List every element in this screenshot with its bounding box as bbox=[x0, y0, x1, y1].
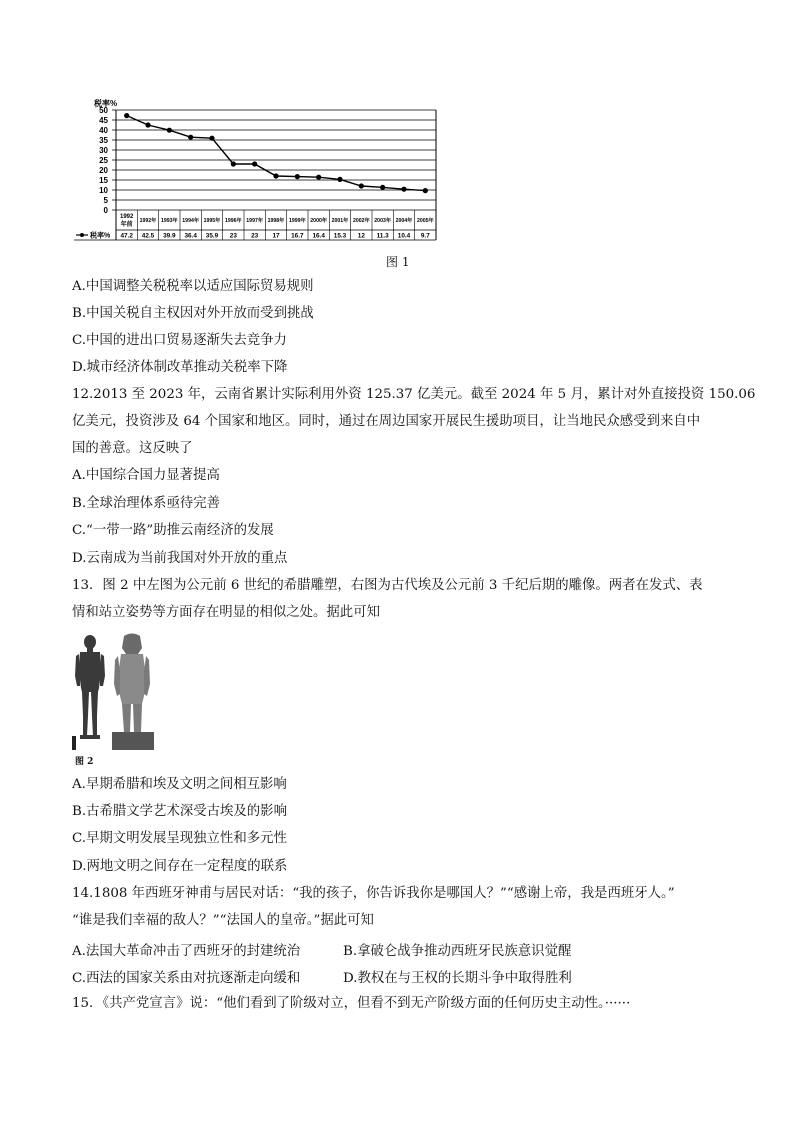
data-point bbox=[401, 187, 406, 192]
x-tick-label: 1997年 bbox=[246, 218, 264, 224]
data-label: 16.4 bbox=[312, 232, 325, 240]
data-label: 9.7 bbox=[420, 232, 430, 240]
data-label: 12 bbox=[357, 232, 365, 240]
x-tick-label: 2002年 bbox=[352, 218, 370, 224]
x-tick-label: 1994年 bbox=[182, 218, 200, 224]
x-tick-label: 1998年 bbox=[267, 218, 285, 224]
y-tick-label: 30 bbox=[99, 145, 108, 155]
legend-label: 税率% bbox=[90, 232, 111, 240]
data-point bbox=[188, 135, 193, 140]
q14-stem-line1: 14.1808 年西班牙神甫与居民对话：“我的孩子，你告诉我你是哪国人？”“感谢上帝，我是西班牙人。” bbox=[72, 886, 675, 901]
series-line bbox=[127, 116, 426, 191]
data-label: 10.4 bbox=[397, 232, 411, 240]
y-tick-label: 20 bbox=[99, 165, 108, 175]
y-axis-label: 税率% bbox=[94, 99, 118, 108]
x-tick-label: 2004年 bbox=[395, 218, 413, 224]
data-point bbox=[167, 128, 172, 133]
data-point bbox=[124, 113, 129, 118]
data-label: 39.9 bbox=[163, 232, 176, 240]
legend-marker bbox=[80, 233, 84, 237]
data-point bbox=[423, 188, 428, 193]
statues-figure bbox=[72, 632, 158, 750]
q13-stem-line1: 13．图 2 中左图为公元前 6 世纪的希腊雕塑，右图为古代埃及公元前 3 千纪后期的雕像。两者在发式、表 bbox=[72, 578, 703, 593]
data-point bbox=[380, 185, 385, 190]
y-tick-label: 40 bbox=[99, 125, 108, 135]
q14-option-d: D.教权在与王权的长期斗争中取得胜利 bbox=[343, 971, 572, 986]
data-label: 23 bbox=[251, 232, 259, 240]
data-point bbox=[359, 183, 364, 188]
x-tick-label: 1992年 bbox=[139, 218, 157, 224]
y-tick-label: 25 bbox=[99, 155, 108, 165]
x-tick-label: 1996年 bbox=[224, 218, 242, 224]
q14-option-c: C.西法的国家关系由对抗逐渐走向缓和 bbox=[72, 971, 301, 986]
left-figure-base bbox=[72, 736, 76, 750]
figure1-caption: 图 1 bbox=[386, 255, 410, 269]
data-label: 17 bbox=[272, 232, 280, 240]
data-label: 11.3 bbox=[376, 232, 389, 240]
data-label: 36.4 bbox=[184, 232, 197, 240]
q13-option-c: C.早期文明发展呈现独立性和多元性 bbox=[72, 831, 287, 846]
q14-option-a: A.法国大革命冲击了西班牙的封建统治 bbox=[72, 944, 301, 959]
q12-stem-line3: 国的善意。这反映了 bbox=[72, 441, 193, 456]
data-label: 47.2 bbox=[120, 232, 133, 240]
data-point bbox=[231, 161, 236, 166]
x-tick-label: 1992 bbox=[119, 214, 134, 220]
y-tick-label: 10 bbox=[99, 185, 108, 195]
data-label: 16.7 bbox=[291, 232, 304, 240]
data-point bbox=[252, 161, 257, 166]
q11-option-b: B.中国关税自主权因对外开放而受到挑战 bbox=[72, 306, 314, 321]
q15-stem-line1: 15．《共产党宣言》说：“他们看到了阶级对立，但看不到无产阶级方面的任何历史主动性。······ bbox=[72, 996, 631, 1011]
y-tick-label: 50 bbox=[99, 105, 108, 115]
data-point bbox=[337, 177, 342, 182]
data-label: 42.5 bbox=[141, 232, 155, 240]
data-point bbox=[295, 174, 300, 179]
data-label: 23 bbox=[229, 232, 237, 240]
q11-option-c: C.中国的进出口贸易逐渐失去竞争力 bbox=[72, 333, 287, 348]
x-tick-label: 1999年 bbox=[288, 218, 306, 224]
tariff-chart-svg bbox=[70, 96, 442, 244]
y-tick-label: 15 bbox=[99, 175, 108, 185]
x-tick-label: 2003年 bbox=[374, 218, 392, 224]
q13-stem-line2: 情和站立姿势等方面存在明显的相似之处。据此可知 bbox=[72, 605, 380, 620]
q12-stem-line1: 12.2013 至 2023 年，云南省累计实际利用外资 125.37 亿美元。截至 2024 年 5 月，累计对外直接投资 150.06 bbox=[72, 387, 756, 402]
x-tick-label: 1993年 bbox=[160, 218, 178, 224]
q14-stem-line2: “谁是我们幸福的敌人？”“法国人的皇帝。”据此可知 bbox=[72, 913, 374, 928]
y-tick-label: 45 bbox=[99, 115, 108, 125]
x-tick-label: 2005年 bbox=[416, 218, 434, 224]
figure2-caption: 图 2 bbox=[75, 757, 94, 767]
data-point bbox=[145, 122, 150, 127]
greek-kouros-statue bbox=[75, 635, 105, 739]
x-tick-label: 年前 bbox=[120, 222, 133, 228]
data-point bbox=[209, 136, 214, 141]
data-label: 35.9 bbox=[205, 232, 219, 240]
egyptian-statue bbox=[112, 634, 154, 751]
q14-option-b: B.拿破仑战争推动西班牙民族意识觉醒 bbox=[343, 944, 572, 959]
q11-option-d: D.城市经济体制改革推动关税率下降 bbox=[72, 360, 288, 375]
tariff-rate-chart bbox=[70, 96, 442, 244]
q12-option-d: D.云南成为当前我国对外开放的重点 bbox=[72, 551, 288, 566]
data-point bbox=[316, 175, 321, 180]
data-point bbox=[273, 173, 278, 178]
x-tick-label: 2000年 bbox=[310, 218, 328, 224]
data-label: 15.3 bbox=[333, 232, 347, 240]
q13-option-d: D.两地文明之间存在一定程度的联系 bbox=[72, 859, 288, 874]
q11-option-a: A.中国调整关税税率以适应国际贸易规则 bbox=[72, 279, 314, 294]
y-tick-label: 0 bbox=[103, 205, 108, 215]
q12-option-c: C.“一带一路”助推云南经济的发展 bbox=[72, 523, 274, 538]
q13-option-b: B.古希腊文学艺术深受古埃及的影响 bbox=[72, 804, 287, 819]
x-tick-label: 1995年 bbox=[203, 218, 221, 224]
y-tick-label: 35 bbox=[99, 135, 108, 145]
q12-option-b: B.全球治理体系亟待完善 bbox=[72, 496, 221, 511]
q13-option-a: A.早期希腊和埃及文明之间相互影响 bbox=[72, 777, 287, 792]
q12-option-a: A.中国综合国力显著提高 bbox=[72, 468, 220, 483]
x-tick-label: 2001年 bbox=[331, 218, 349, 224]
y-tick-label: 5 bbox=[103, 195, 108, 205]
q12-stem-line2: 亿美元，投资涉及 64 个国家和地区。同时，通过在周边国家开展民生援助项目，让当地民众感受到来自中 bbox=[72, 414, 701, 429]
